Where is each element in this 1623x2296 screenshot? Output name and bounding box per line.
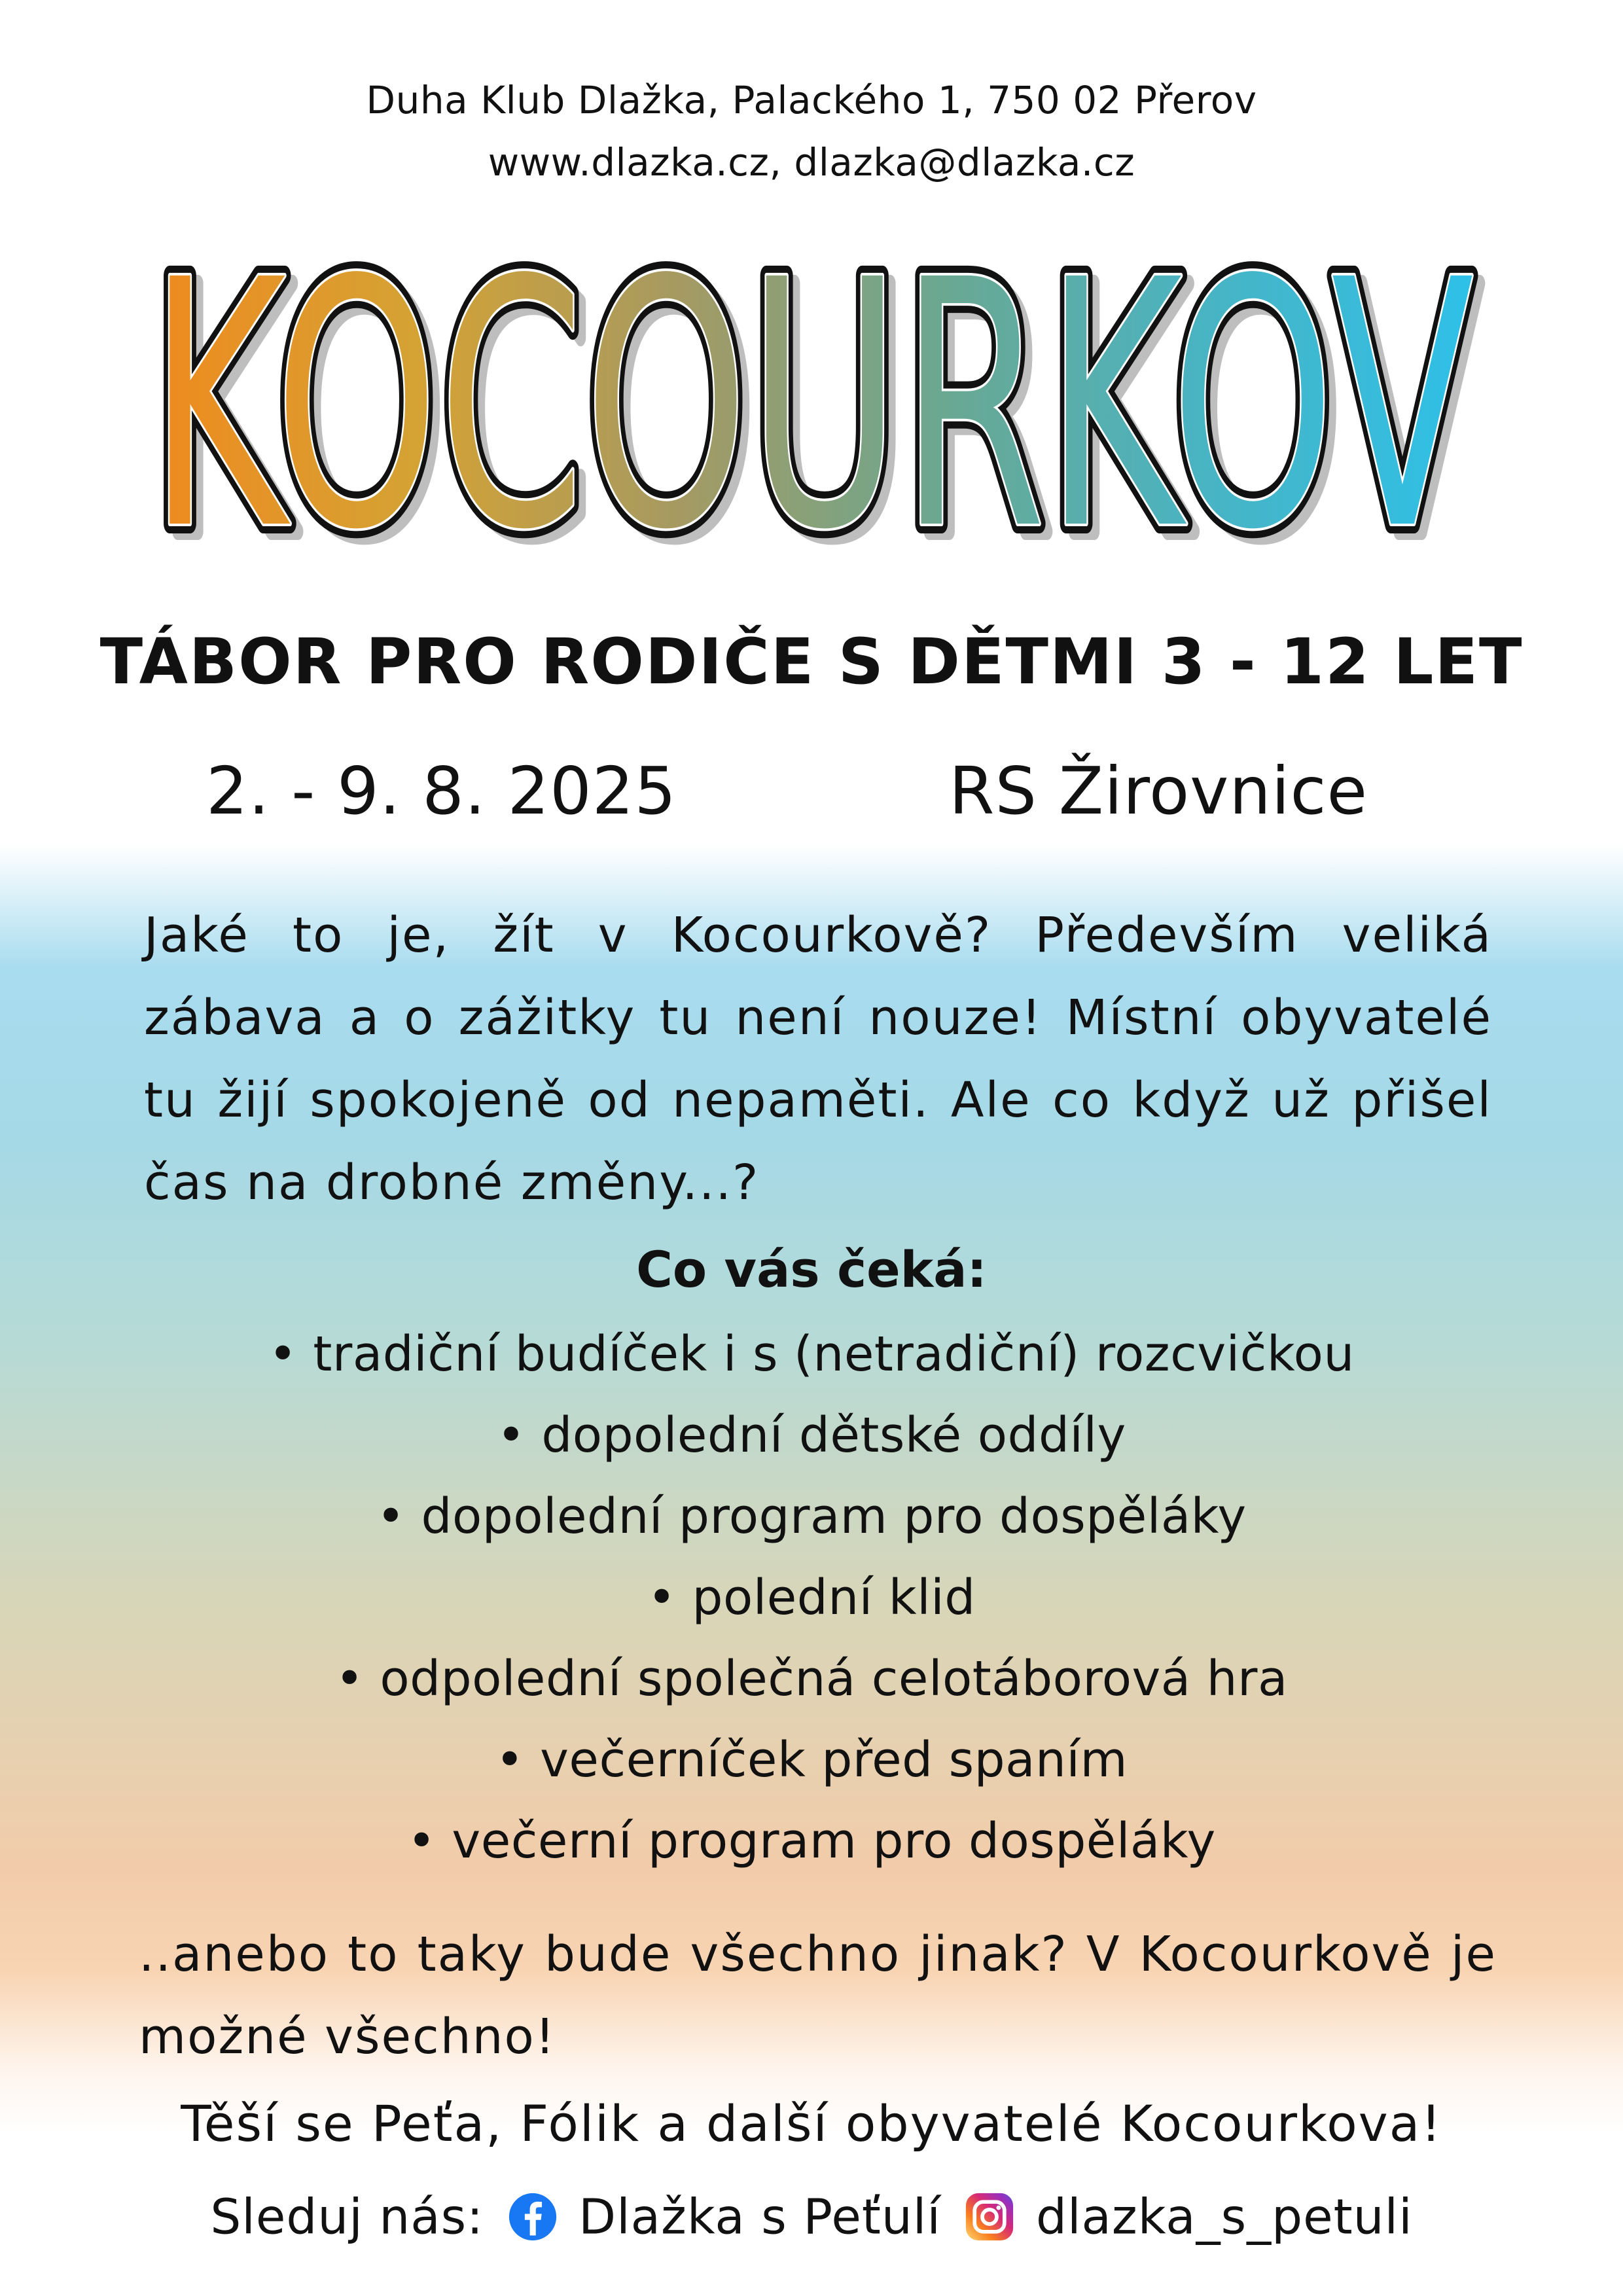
program-item: • tradiční budíček i s (netradiční) rozcvičkou: [268, 1326, 1355, 1382]
program-item: • večerní program pro dospěláky: [407, 1813, 1216, 1869]
camp-dates: 2. - 9. 8. 2025: [206, 753, 677, 829]
title-outline: KOCOURKOV: [149, 236, 1475, 583]
facebook-page-name[interactable]: Dlažka s Peťulí: [579, 2189, 941, 2246]
intro-paragraph: Jaké to je, žít v Kocourkově? Především veliká zábava a o zážitky tu není nouze! Místní obyvatelé tu žijí spokojeně od nepaměti. Ale co když už přišel čas na drobné změny...?: [144, 907, 1492, 1211]
camp-location: RS Žirovnice: [949, 753, 1368, 829]
title-shadow: KOCOURKOV: [157, 236, 1483, 583]
program-item: • večerníček před spaním: [495, 1732, 1128, 1788]
program-heading: Co vás čeká:: [636, 1240, 987, 1299]
camp-subtitle: TÁBOR PRO RODIČE S DĚTMI 3 - 12 LET: [99, 625, 1524, 698]
instagram-icon[interactable]: [965, 2192, 1014, 2242]
social-links: [0, 2186, 1623, 2245]
program-item: • odpolední společná celotáborová hra: [335, 1651, 1288, 1707]
closing-line: Těší se Peťa, Fólik a další obyvatelé Kocourkova!: [181, 2094, 1442, 2153]
organizer-contacts: www.dlazka.cz, dlazka@dlazka.cz: [488, 140, 1135, 185]
program-item: • dopolední program pro dospěláky: [376, 1488, 1247, 1545]
social-label: Sleduj nás:: [210, 2189, 484, 2246]
program-item: • dopolední dětské oddíly: [497, 1407, 1126, 1463]
outro-paragraph: ..anebo to taky bude všechno jinak? V Kocourkově je možné všechno!: [139, 1926, 1497, 2065]
title-text: KOCOURKOV: [149, 236, 1475, 583]
organizer-address: Duha Klub Dlažka, Palackého 1, 750 02 Přerov: [366, 78, 1257, 122]
camp-title: [98, 236, 1525, 583]
program-item: • polední klid: [647, 1570, 976, 1626]
instagram-account-name[interactable]: dlazka_s_petuli: [1035, 2189, 1413, 2246]
program-list: [0, 1314, 1623, 1882]
facebook-icon[interactable]: [508, 2192, 558, 2242]
